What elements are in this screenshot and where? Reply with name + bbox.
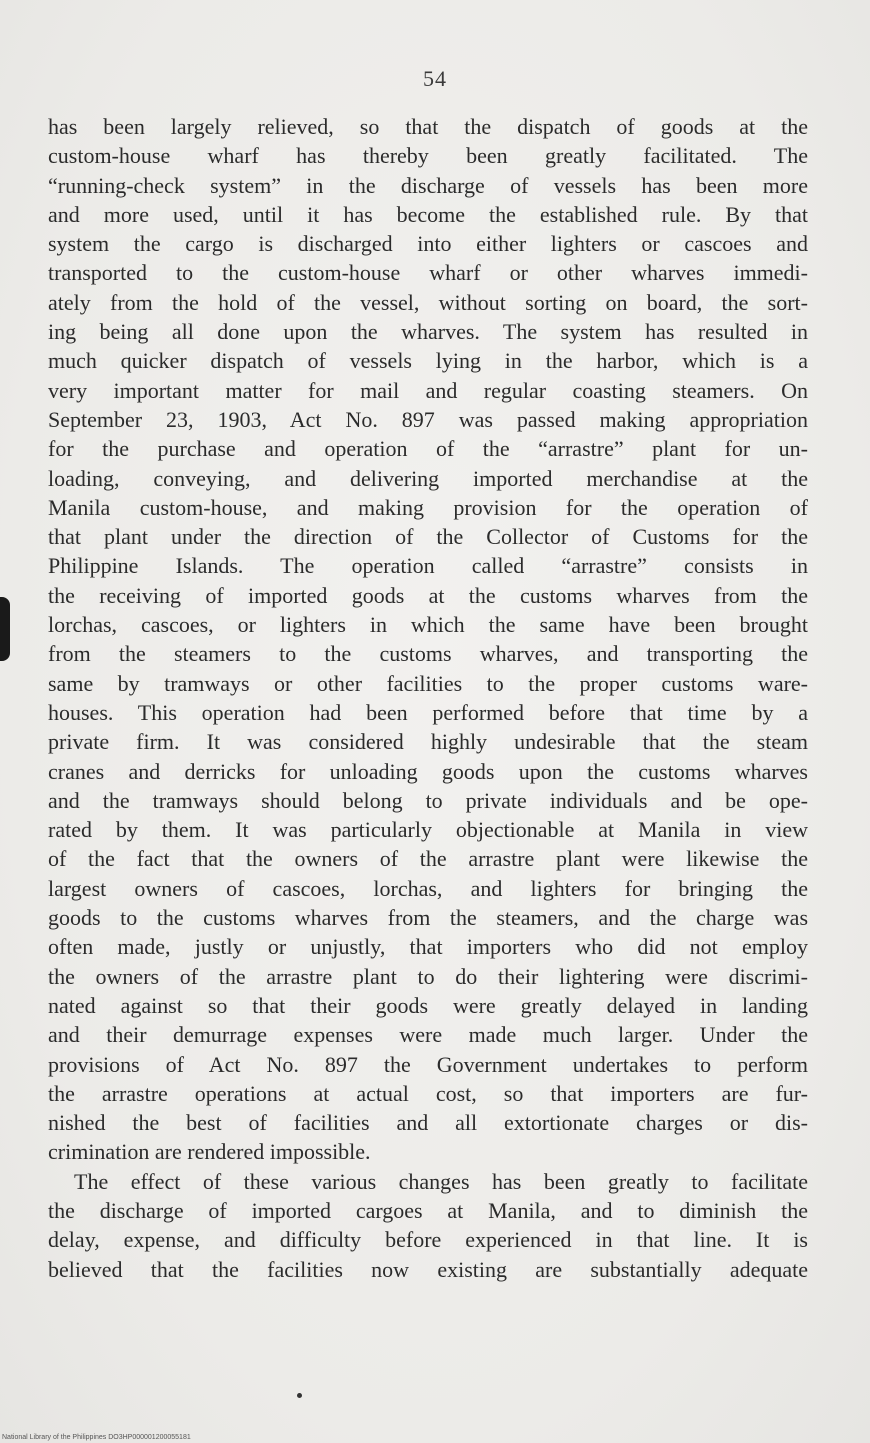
text-line: ing being all done upon the wharves. The system has resulted in (48, 319, 808, 345)
text-line: believed that the facilities now existing are substantially adequate (48, 1256, 808, 1282)
text-line: Manila custom-house, and making provision for the operation of (48, 494, 808, 520)
text-line: and more used, until it has become the established rule. By that (48, 201, 808, 227)
text-line: provisions of Act No. 897 the Government undertakes to perform (48, 1051, 808, 1077)
text-line: loading, conveying, and delivering imported merchandise at the (48, 465, 808, 491)
binding-mark (0, 597, 10, 661)
text-line: “running-check system” in the discharge of vessels has been more (48, 172, 808, 198)
paragraph-1 (48, 112, 808, 1167)
text-line: and the tramways should belong to private individuals and be ope- (48, 787, 808, 813)
text-line: rated by them. It was particularly objectionable at Manila in view (48, 817, 808, 843)
text-line: for the purchase and operation of the “arrastre” plant for un- (48, 436, 808, 462)
text-line: houses. This operation had been performed before that time by a (48, 699, 808, 725)
text-line: much quicker dispatch of vessels lying in the harbor, which is a (48, 348, 808, 374)
text-line: same by tramways or other facilities to the proper customs ware- (48, 670, 808, 696)
text-line: that plant under the direction of the Collector of Customs for the (48, 524, 808, 550)
text-line: and their demurrage expenses were made much larger. Under the (48, 1022, 808, 1048)
text-line: crimination are rendered impossible. (48, 1139, 371, 1165)
text-line: the owners of the arrastre plant to do their lightering were discrimi- (48, 963, 808, 989)
paragraph-2 (48, 1167, 808, 1284)
text-line: the discharge of imported cargoes at Manila, and to diminish the (48, 1197, 808, 1223)
text-line: lorchas, cascoes, or lighters in which the same have been brought (48, 612, 808, 638)
text-line: from the steamers to the customs wharves, and transporting the (48, 641, 808, 667)
text-line: nished the best of facilities and all extortionate charges or dis- (48, 1110, 808, 1136)
text-line: of the fact that the owners of the arrastre plant were likewise the (48, 846, 808, 872)
page-number: 54 (423, 66, 447, 91)
ink-dot (297, 1393, 302, 1398)
scan-footer-note: National Library of the Philippines DO3HP000001200055181 (2, 1434, 191, 1441)
text-line: transported to the custom-house wharf or other wharves immedi- (48, 260, 808, 286)
text-line: September 23, 1903, Act No. 897 was passed making appropriation (48, 406, 808, 432)
text-line: private firm. It was considered highly undesirable that the steam (48, 729, 808, 755)
text-line: custom-house wharf has thereby been greatly facilitated. The (48, 143, 808, 169)
text-line: the arrastre operations at actual cost, so that importers are fur- (48, 1080, 808, 1106)
text-line: has been largely relieved, so that the dispatch of goods at the (48, 114, 808, 139)
text-line: cranes and derricks for unloading goods upon the customs wharves (48, 758, 808, 784)
text-line: The effect of these various changes has been greatly to facilitate (74, 1168, 808, 1194)
text-line: largest owners of cascoes, lorchas, and lighters for bringing the (48, 875, 808, 901)
text-line: nated against so that their goods were greatly delayed in landing (48, 992, 808, 1018)
text-line: delay, expense, and difficulty before experienced in that line. It is (48, 1227, 808, 1253)
text-line: system the cargo is discharged into either lighters or cascoes and (48, 231, 808, 257)
body-text (48, 112, 808, 1284)
text-line: Philippine Islands. The operation called “arrastre” consists in (48, 553, 808, 579)
text-line: often made, justly or unjustly, that importers who did not employ (48, 934, 808, 960)
text-line: very important matter for mail and regular coasting steamers. On (48, 377, 808, 403)
text-line: ately from the hold of the vessel, without sorting on board, the sort- (48, 289, 808, 315)
text-line: the receiving of imported goods at the customs wharves from the (48, 582, 808, 608)
text-line: goods to the customs wharves from the steamers, and the charge was (48, 905, 808, 931)
